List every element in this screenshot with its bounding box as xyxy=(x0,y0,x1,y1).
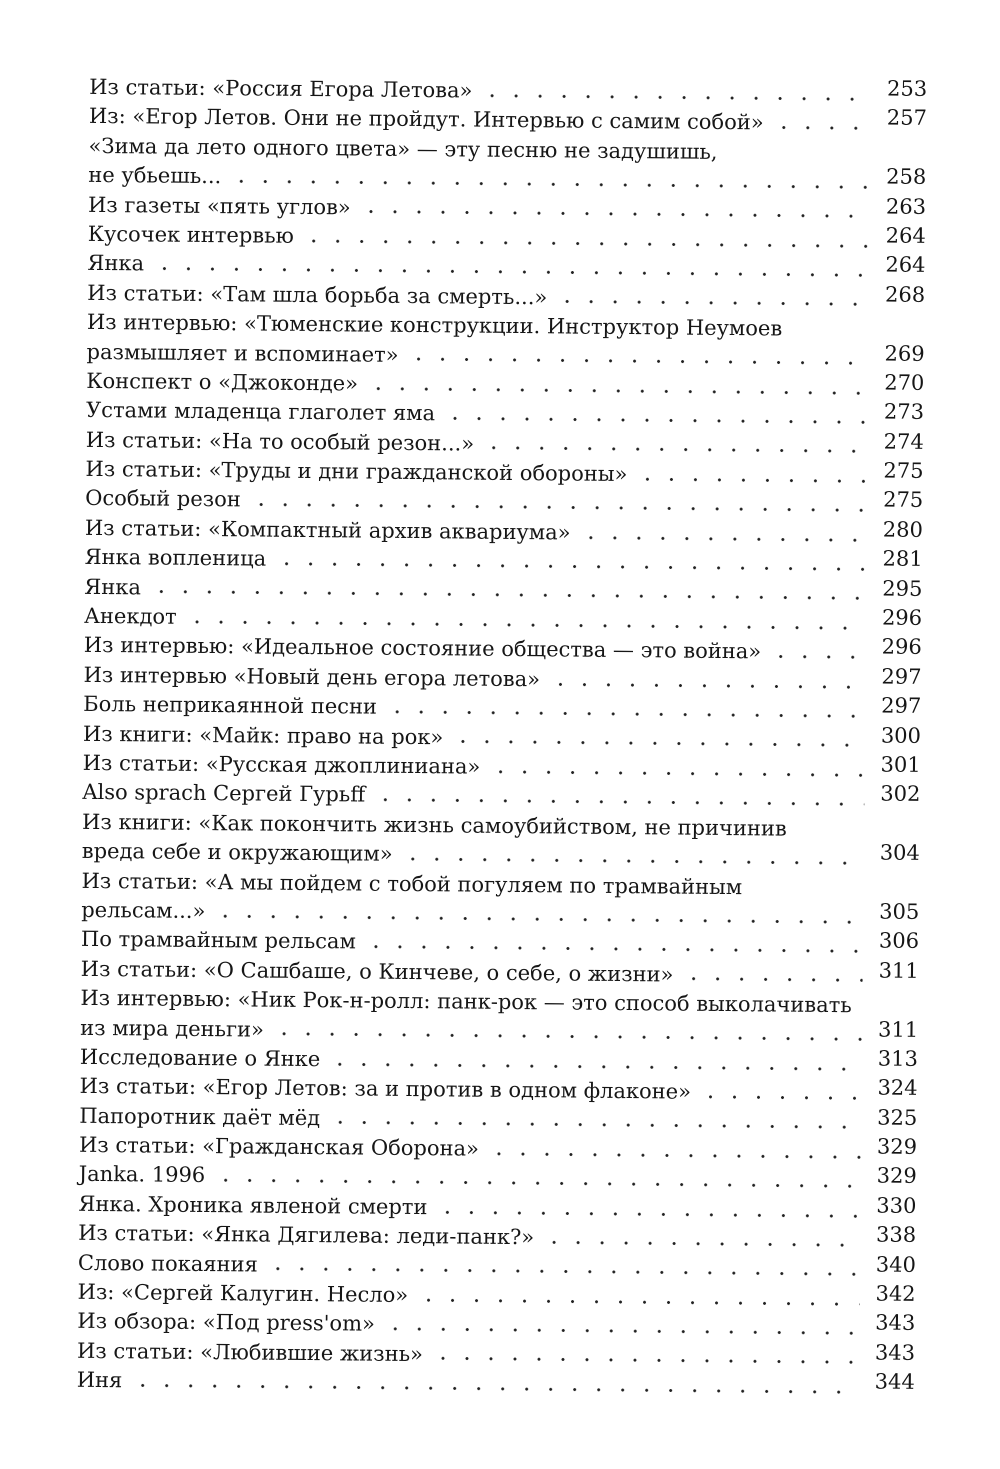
toc-entry-page-number: 329 xyxy=(876,1163,917,1189)
dot-leader xyxy=(443,415,868,425)
toc-entry-title: Из статьи: «Россия Егора Летова» xyxy=(89,74,473,103)
toc-entry-page-number: 268 xyxy=(885,282,926,307)
dot-leader xyxy=(149,589,866,602)
dot-leader xyxy=(416,1297,859,1307)
dot-leader xyxy=(488,768,864,778)
dot-leader xyxy=(185,619,866,632)
dot-leader xyxy=(302,238,870,249)
toc-entry-page-number: 338 xyxy=(875,1222,917,1248)
toc-entry-title: Исследование о Янке xyxy=(79,1044,321,1072)
toc-entry-title: Из: «Сергей Калугин. Несло» xyxy=(77,1279,409,1307)
dot-leader xyxy=(772,124,871,131)
dot-leader xyxy=(366,385,868,396)
dot-leader xyxy=(130,1382,858,1395)
toc-entry-title: Из статьи: «Труды и дни гражданской обороны» xyxy=(85,456,628,487)
dot-leader xyxy=(373,797,864,808)
toc-entry-page-number: 275 xyxy=(883,458,924,483)
dot-leader xyxy=(401,856,864,866)
dot-leader xyxy=(451,739,865,749)
toc-entry-page-number: 296 xyxy=(881,634,922,660)
dot-leader xyxy=(383,1326,859,1337)
toc-entry-title: размышляет и вспоминает» xyxy=(86,339,399,367)
dot-leader xyxy=(359,209,870,220)
toc-entry-title: Слово покаяния xyxy=(77,1250,258,1277)
toc-entry-title: Янка вопленица xyxy=(84,545,267,571)
toc-entry-title: Из интервью: «Тюменские конструкции. Инструктор Неумоев xyxy=(86,309,783,341)
dot-leader xyxy=(435,1209,860,1219)
toc-entry-title: Кусочек интервью xyxy=(87,221,295,248)
toc-entry-title: Из интервью: «Идеальное состояние общества — это война» xyxy=(83,633,762,664)
toc-entry-page-number: 305 xyxy=(879,899,920,924)
toc-entry-title: рельсам...» xyxy=(81,897,206,923)
toc-entry-title: Из статьи: «Там шла борьба за смерть...» xyxy=(87,280,548,310)
dot-leader xyxy=(229,178,870,190)
toc-entry-title: Из статьи: «На то особый резон...» xyxy=(85,427,475,456)
toc-entry-page-number: 270 xyxy=(884,370,925,395)
toc-entry-title: Из интервью «Новый день егора летова» xyxy=(83,662,541,692)
toc-entry-title: Из статьи: «Егор Летов: за и против в одном флаконе» xyxy=(79,1074,692,1104)
toc-entry-title: Из: «Егор Летов. Они не пройдут. Интервью с самим собой» xyxy=(88,104,764,135)
toc-entry-title: Из книги: «Майк: право на рок» xyxy=(82,721,444,749)
toc-entry-page-number: 273 xyxy=(883,399,925,425)
dot-leader xyxy=(482,445,868,455)
toc-entry-page-number: 269 xyxy=(884,341,925,366)
dot-leader xyxy=(681,976,862,984)
toc-entry-page-number: 296 xyxy=(881,605,923,630)
dot-leader xyxy=(272,1031,862,1043)
toc-entry-title: Из статьи: «А мы пойдем с тобой погуляем по трамвайным xyxy=(81,868,743,899)
toc-entry-page-number: 306 xyxy=(878,928,920,954)
dot-leader xyxy=(431,1356,859,1366)
toc-entry-page-number: 311 xyxy=(877,1016,919,1042)
toc-entry-page-number: 264 xyxy=(885,223,926,248)
toc-entry-page-number: 304 xyxy=(879,840,920,866)
toc-entry-page-number: 280 xyxy=(882,517,924,542)
toc-entry-title: Из статьи: «Любившие жизнь» xyxy=(76,1338,424,1366)
dot-leader xyxy=(152,266,869,279)
toc-entry-title: Из обзора: «Под press'om» xyxy=(77,1309,376,1337)
toc-entry-page-number: 343 xyxy=(874,1340,916,1365)
toc-entry-page-number: 340 xyxy=(875,1252,917,1277)
dot-leader xyxy=(213,913,863,925)
toc-entry-page-number: 344 xyxy=(874,1369,915,1395)
toc-entry-page-number: 311 xyxy=(878,958,919,983)
dot-leader xyxy=(406,356,868,366)
toc-entry-title: Конспект о «Джоконде» xyxy=(86,368,359,396)
dot-leader xyxy=(578,534,866,543)
toc-entry-title: Из газеты «пять углов» xyxy=(87,192,351,219)
toc-entry-page-number: 263 xyxy=(885,194,927,219)
toc-entry-title: Анекдот xyxy=(83,603,177,629)
toc-entry-title: не убьешь... xyxy=(88,163,222,189)
toc-entry-title: Из статьи: «Русская джоплиниана» xyxy=(82,750,481,779)
toc-entry-title: Янка. Хроника явленой смерти xyxy=(78,1191,428,1220)
dot-leader xyxy=(487,1150,861,1160)
toc-entry-page-number: 300 xyxy=(880,723,922,748)
dot-leader xyxy=(548,681,865,690)
toc-entry-title: Из статьи: «О Сашбаше, о Кинчеве, о себе, о жизни» xyxy=(80,956,674,987)
dot-leader xyxy=(213,1177,861,1189)
toc-entry-title: Боль неприкаянной песни xyxy=(83,692,378,719)
dot-leader xyxy=(274,561,866,573)
toc-entry-title: Папоротник даёт мёд xyxy=(79,1103,321,1130)
toc-entry-title: «Зима да лето одного цвета» — эту песню не задушишь, xyxy=(88,133,718,164)
toc-entry-title: Из статьи: «Янка Дягилева: леди-панк?» xyxy=(78,1221,535,1250)
toc-entry-page-number: 281 xyxy=(882,546,923,572)
toc-entry-title: Из интервью: «Ник Рок-н-ролл: панк-рок — это способ выколачивать xyxy=(80,985,852,1018)
toc-entry-page-number: 329 xyxy=(876,1134,918,1159)
toc-entry-page-number: 297 xyxy=(881,664,922,689)
dot-leader xyxy=(769,654,866,661)
toc-entry-title: Из статьи: «Компактный архив аквариума» xyxy=(84,515,571,545)
toc-entry-page-number: 258 xyxy=(886,164,927,190)
toc-entry-page-number: 342 xyxy=(875,1281,916,1306)
dot-leader xyxy=(542,1239,860,1248)
toc-entry-title: Иня xyxy=(76,1367,123,1393)
toc-entry-title: Из статьи: «Гражданская Оборона» xyxy=(78,1132,480,1161)
toc-entry-title: вреда себе и окружающим» xyxy=(81,838,393,866)
dot-leader xyxy=(385,709,865,720)
toc-entry-page-number: 343 xyxy=(875,1310,916,1336)
toc-entry-page-number: 313 xyxy=(877,1046,918,1071)
dot-leader xyxy=(266,1266,860,1278)
toc-entry-page-number: 297 xyxy=(881,693,922,719)
toc-entry-title: Особый резон xyxy=(85,486,241,512)
toc-entry-page-number: 301 xyxy=(880,752,921,777)
toc-entry-page-number: 275 xyxy=(883,487,924,513)
toc-entry-title: По трамвайным рельсам xyxy=(80,927,356,954)
dot-leader xyxy=(364,944,863,955)
toc-entry-page-number: 253 xyxy=(886,76,928,101)
toc-entry-page-number: 324 xyxy=(877,1075,918,1101)
toc-entry-title: Janka. 1996 xyxy=(78,1162,206,1188)
toc-entry-page-number: 302 xyxy=(880,781,921,807)
dot-leader xyxy=(480,92,871,102)
dot-leader xyxy=(635,476,867,484)
dot-leader xyxy=(328,1120,861,1131)
toc-entry-page-number: 295 xyxy=(882,576,923,601)
dot-leader xyxy=(555,299,869,308)
dot-leader xyxy=(699,1094,862,1102)
table-of-contents xyxy=(77,73,928,1404)
toc-entry-page-number: 330 xyxy=(876,1193,917,1218)
toc-entry-page-number: 257 xyxy=(886,105,928,131)
dot-leader xyxy=(249,502,867,514)
toc-entry-page-number: 274 xyxy=(883,429,924,454)
toc-entry-page-number: 264 xyxy=(885,252,926,278)
toc-entry-title: Из книги: «Как покончить жизнь самоубийством, не причинив xyxy=(82,809,787,841)
toc-entry-title: Устами младенца глаголет яма xyxy=(85,398,436,426)
toc-entry-title: Also sprach Сергей Гурьff xyxy=(82,780,366,807)
toc-entry-title: из мира деньги» xyxy=(80,1015,264,1042)
toc-entry-page-number: 325 xyxy=(877,1105,918,1130)
toc-entry-title: Янка xyxy=(84,574,142,600)
toc-entry-title: Янка xyxy=(87,251,145,276)
dot-leader xyxy=(328,1061,862,1072)
